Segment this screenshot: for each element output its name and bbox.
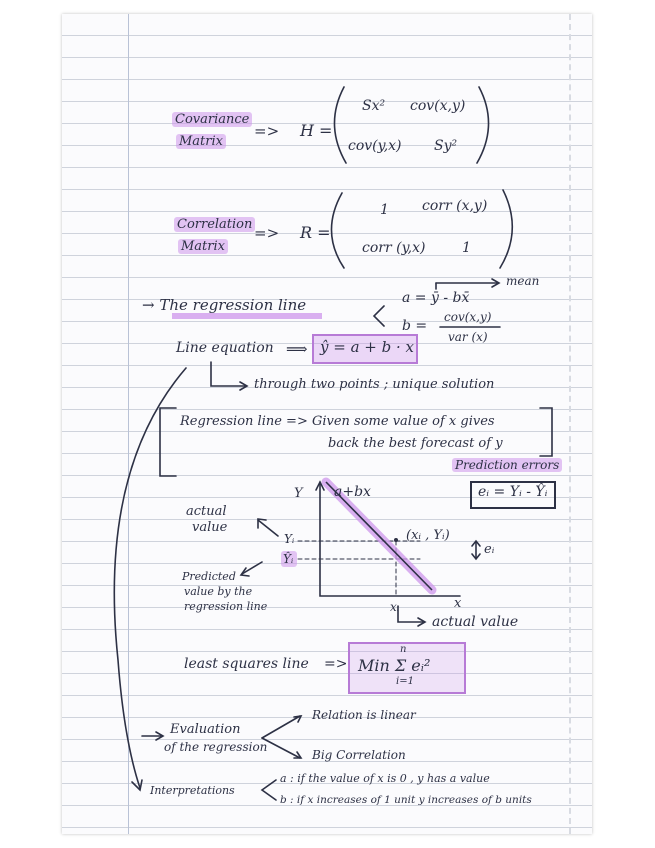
covariance-m12: cov(x,y) (410, 98, 466, 114)
covariance-arrow: => (254, 122, 280, 140)
error-label: eᵢ (484, 542, 495, 557)
regression-definition-2: back the best forecast of y (328, 436, 503, 451)
yhat-tick: Ŷᵢ (283, 552, 294, 566)
interpretations-label: Interpretations (150, 784, 235, 797)
least-squares-formula: Min Σ eᵢ² (358, 656, 431, 675)
interpretation-b: b : if x increases of 1 unit y increases of b units (280, 794, 532, 806)
x-axis-label: x (454, 596, 462, 611)
correlation-arrow: => (254, 224, 280, 242)
predicted-2: value by the (184, 585, 253, 598)
correlation-label: Correlation (174, 217, 255, 232)
least-squares-label: least squares line (184, 656, 309, 672)
line-equation: ŷ = a + b · x (320, 338, 414, 356)
correlation-label-2: Matrix (178, 239, 228, 254)
predicted-3: regression line (184, 600, 268, 613)
a-formula: a = ȳ - bx̄ (402, 290, 470, 306)
point-label: (xᵢ , Yᵢ) (406, 528, 450, 543)
yi-tick: Yᵢ (284, 532, 295, 546)
covariance-symbol: H = (300, 121, 333, 140)
correlation-m22: 1 (462, 240, 471, 256)
actual-value-left-2: value (192, 520, 228, 535)
correlation-m12: corr (x,y) (422, 198, 488, 214)
covariance-m11: Sx² (362, 98, 386, 114)
regression-heading: → The regression line (142, 296, 307, 314)
b-lhs: b = (402, 318, 428, 334)
y-axis-label: Y (294, 486, 303, 501)
covariance-m22: Sy² (434, 138, 458, 154)
b-denominator: var (x) (448, 330, 488, 344)
evaluation-branch-top: Relation is linear (312, 708, 416, 722)
least-squares-arrow: => (324, 656, 348, 672)
line-equation-arrow: ⟹ (286, 340, 308, 358)
prediction-errors-label: Prediction errors (452, 458, 562, 472)
b-numerator: cov(x,y) (444, 310, 492, 324)
line-equation-label: Line equation (176, 340, 274, 356)
evaluation-label-1: Evaluation (170, 722, 241, 737)
actual-value-bottom: actual value (432, 614, 519, 630)
correlation-m11: 1 (380, 202, 389, 218)
actual-value-left-1: actual (186, 504, 227, 519)
evaluation-branch-bottom: Big Correlation (312, 748, 406, 762)
correlation-symbol: R = (300, 223, 331, 242)
covariance-label: Covariance (172, 112, 252, 127)
covariance-m21: cov(y,x) (348, 138, 402, 154)
correlation-m21: corr (y,x) (362, 240, 426, 256)
least-squares-bottom-limit: i=1 (396, 676, 414, 687)
evaluation-label-2: of the regression (164, 740, 268, 754)
line-label: a+bx (334, 484, 371, 500)
covariance-label-2: Matrix (176, 134, 226, 149)
least-squares-top-limit: n (400, 644, 407, 655)
regression-definition-1: Regression line => Given some value of x gives (180, 414, 495, 429)
error-formula: eᵢ = Yᵢ - Ŷᵢ (478, 484, 548, 500)
xi-tick: xᵢ (390, 600, 400, 614)
interpretation-a: a : if the value of x is 0 , y has a value (280, 772, 490, 785)
mean-note: mean (506, 274, 540, 288)
through-points-text: through two points ; unique solution (254, 377, 495, 392)
predicted-1: Predicted (182, 570, 236, 583)
